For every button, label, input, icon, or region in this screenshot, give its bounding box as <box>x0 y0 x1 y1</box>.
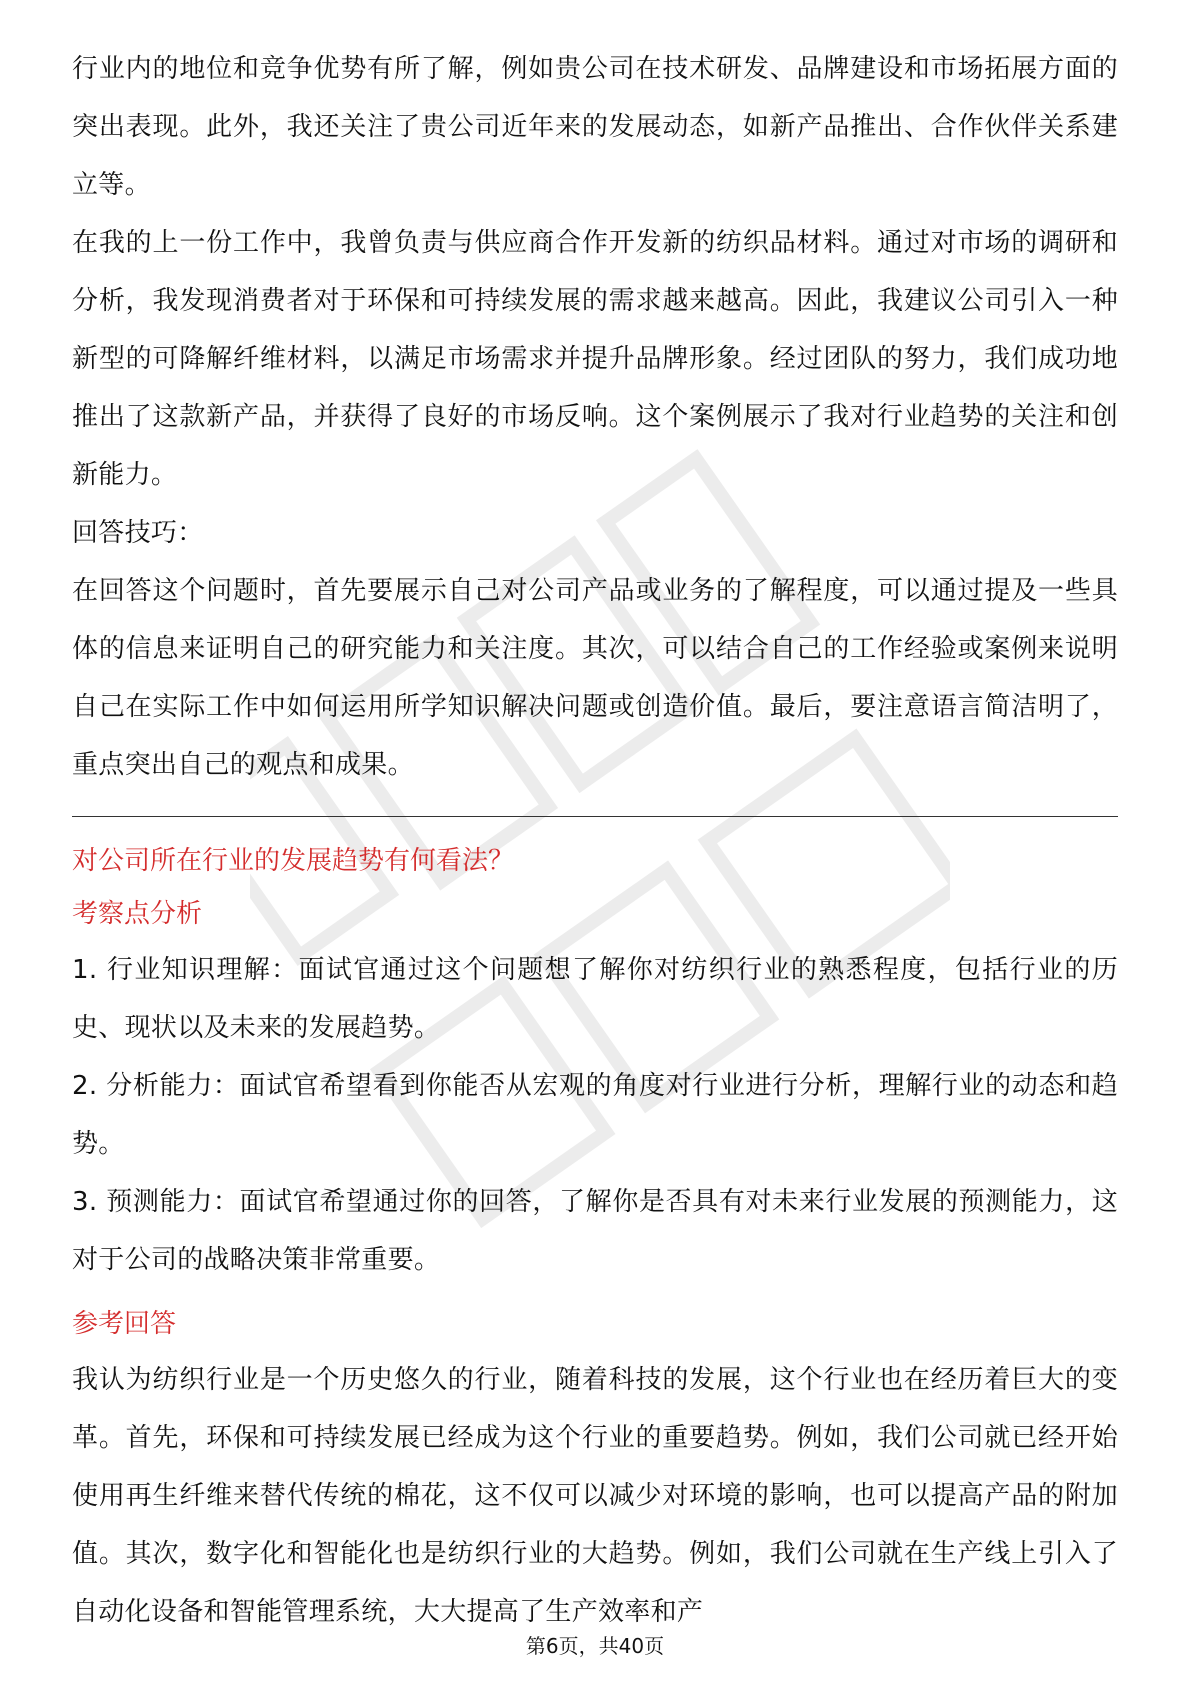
answer-heading: 参考回答 <box>72 1309 177 1339</box>
question-heading: 对公司所在行业的发展趋势有何看法？ <box>72 846 515 876</box>
paragraph-label: 回答技巧： <box>72 518 204 548</box>
paragraph: 行业内的地位和竞争优势有所了解，例如贵公司在技术研发、品牌建设和市场拓展方面的突出表现。此外，我还关注了贵公司近年来的发展动态，如新产品推出、合作伙伴关系建立等。 <box>72 54 1118 200</box>
analysis-item: 1. 行业知识理解：面试官通过这个问题想了解你对纺织行业的熟悉程度，包括行业的历史、现状以及未来的发展趋势。 <box>72 955 1118 1043</box>
analysis-heading: 考察点分析 <box>72 899 203 929</box>
analysis-item: 2. 分析能力：面试官希望看到你能否从宏观的角度对行业进行分析，理解行业的动态和趋势。 <box>72 1071 1118 1159</box>
page-content <box>72 40 1118 1641</box>
paragraph: 在我的上一份工作中，我曾负责与供应商合作开发新的纺织品材料。通过对市场的调研和分析，我发现消费者对于环保和可持续发展的需求越来越高。因此，我建议公司引入一种新型的可降解纤维材料，以满足市场需求并提升品牌形象。经过团队的努力，我们成功地推出了这款新产品，并获得了良好的市场反响。这个案例展示了我对行业趋势的关注和创新能力。 <box>72 228 1118 490</box>
analysis-item: 3. 预测能力：面试官希望通过你的回答，了解你是否具有对未来行业发展的预测能力，这对于公司的战略决策非常重要。 <box>72 1187 1118 1275</box>
section-divider <box>72 816 1118 817</box>
paragraph: 在回答这个问题时，首先要展示自己对公司产品或业务的了解程度，可以通过提及一些具体的信息来证明自己的研究能力和关注度。其次，可以结合自己的工作经验或案例来说明自己在实际工作中如何运用所学知识解决问题或创造价值。最后，要注意语言简洁明了，重点突出自己的观点和成果。 <box>72 576 1118 780</box>
page-number: 第6页，共40页 <box>525 1634 665 1658</box>
answer-paragraph: 我认为纺织行业是一个历史悠久的行业，随着科技的发展，这个行业也在经历着巨大的变革。首先，环保和可持续发展已经成为这个行业的重要趋势。例如，我们公司就已经开始使用再生纤维来替代传统的棉花，这不仅可以减少对环境的影响，也可以提高产品的附加值。其次，数字化和智能化也是纺织行业的大趋势。例如，我们公司就在生产线上引入了自动化设备和智能管理系统，大大提高了生产效率和产 <box>72 1365 1118 1627</box>
